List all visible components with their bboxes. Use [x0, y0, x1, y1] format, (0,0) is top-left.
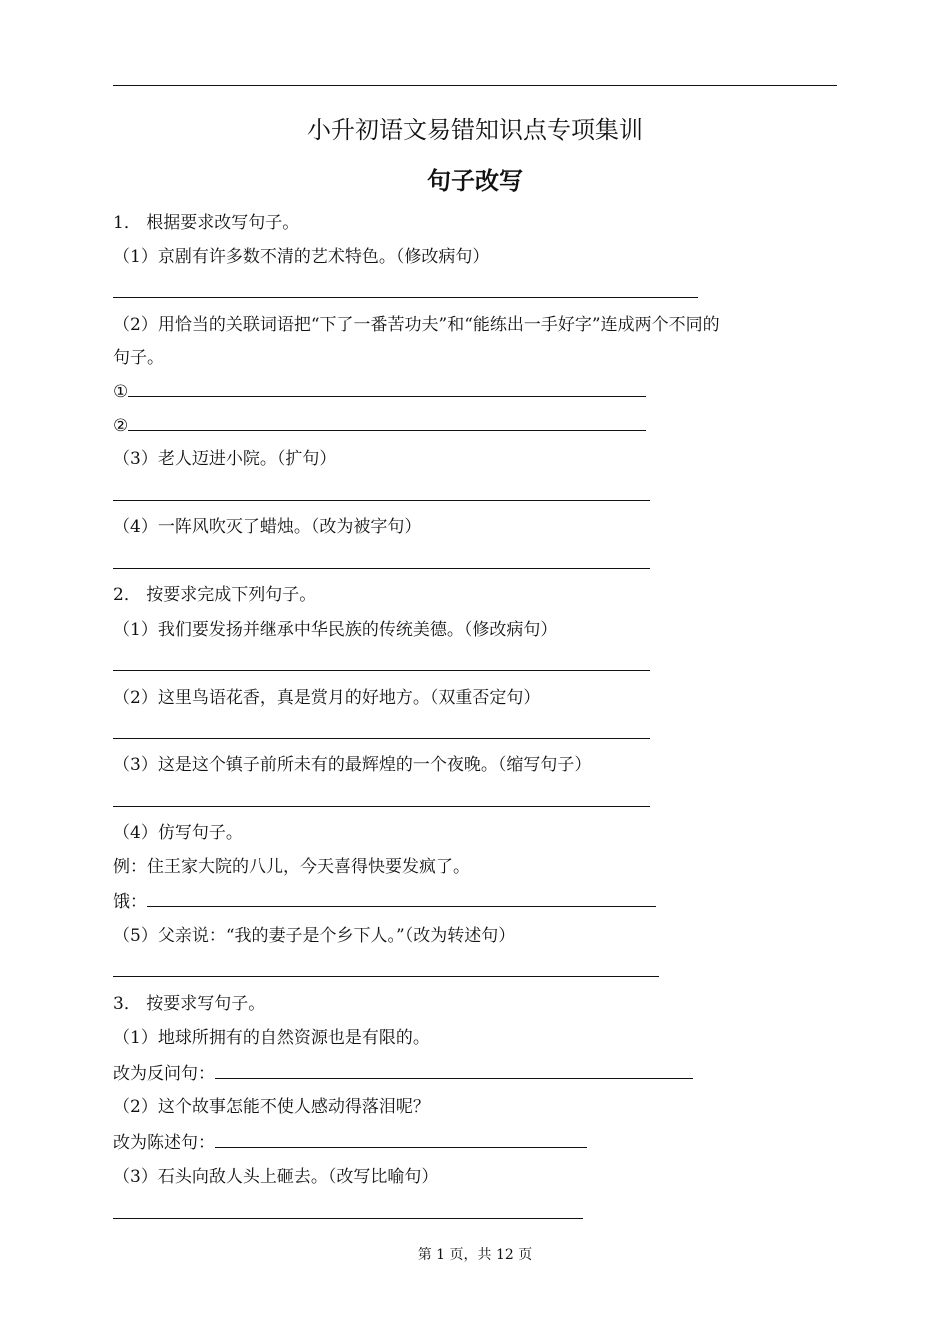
answer-line[interactable] — [113, 806, 650, 807]
fill-row — [113, 890, 656, 913]
question-2-2: （2）这里鸟语花香，真是赏月的好地方。（双重否定句） — [113, 688, 541, 708]
page-number: 第 1 页，共 12 页 — [417, 1247, 533, 1263]
answer-line[interactable] — [113, 976, 659, 977]
circled-number-1: ① — [113, 382, 129, 402]
answer-blank[interactable] — [147, 890, 656, 907]
question-2-stem: 2． 按要求完成下列句子。 — [113, 585, 317, 605]
question-1-2-line2: 句子。 — [113, 348, 164, 368]
answer-blank[interactable] — [215, 1131, 587, 1148]
fill-prefix: 改为反问句： — [113, 1064, 215, 1084]
answer-line[interactable] — [113, 1218, 583, 1219]
fill-row — [113, 1131, 587, 1154]
question-1-stem: 1． 根据要求改写句子。 — [113, 213, 300, 233]
fill-row — [113, 1062, 693, 1085]
question-1-3: （3）老人迈进小院。（扩句） — [113, 449, 337, 469]
answer-blank[interactable] — [128, 380, 646, 397]
question-3-stem: 3． 按要求写句子。 — [113, 994, 266, 1014]
question-2-1: （1）我们要发扬并继承中华民族的传统美德。（修改病句） — [113, 620, 558, 640]
answer-line[interactable] — [113, 568, 650, 569]
answer-row-2 — [113, 414, 646, 437]
question-3-2: （2）这个故事怎能不使人感动得落泪呢？ — [113, 1097, 430, 1117]
question-1-2-line1: （2）用恰当的关联词语把“下了一番苦功夫”和“能练出一手好字”连成两个不同的 — [113, 315, 720, 335]
question-2-5: （5）父亲说：“我的妻子是个乡下人。”（改为转述句） — [113, 926, 516, 946]
question-3-3: （3）石头向敌人头上砸去。（改写比喻句） — [113, 1167, 439, 1187]
document-title: 小升初语文易错知识点专项集训 — [307, 116, 643, 144]
section-title: 句子改写 — [427, 167, 523, 195]
circled-number-2: ② — [113, 416, 129, 436]
question-2-4: （4）仿写句子。 — [113, 823, 243, 843]
question-2-3: （3）这是这个镇子前所未有的最辉煌的一个夜晚。（缩写句子） — [113, 755, 592, 775]
question-1-4: （4）一阵风吹灭了蜡烛。（改为被字句） — [113, 517, 422, 537]
example-sentence: 例：住王家大院的八儿，今天喜得快要发疯了。 — [113, 857, 470, 877]
header-rule — [113, 85, 837, 86]
answer-line[interactable] — [113, 500, 650, 501]
answer-line[interactable] — [113, 738, 650, 739]
answer-blank[interactable] — [128, 414, 646, 431]
question-1-1: （1）京剧有许多数不清的艺术特色。（修改病句） — [113, 247, 490, 267]
question-3-1: （1）地球所拥有的自然资源也是有限的。 — [113, 1028, 430, 1048]
answer-row-1 — [113, 380, 646, 403]
answer-blank[interactable] — [215, 1062, 693, 1079]
answer-line[interactable] — [113, 670, 650, 671]
fill-prefix: 改为陈述句： — [113, 1133, 215, 1153]
fill-prefix: 饿： — [113, 892, 147, 912]
answer-line[interactable] — [113, 297, 698, 298]
